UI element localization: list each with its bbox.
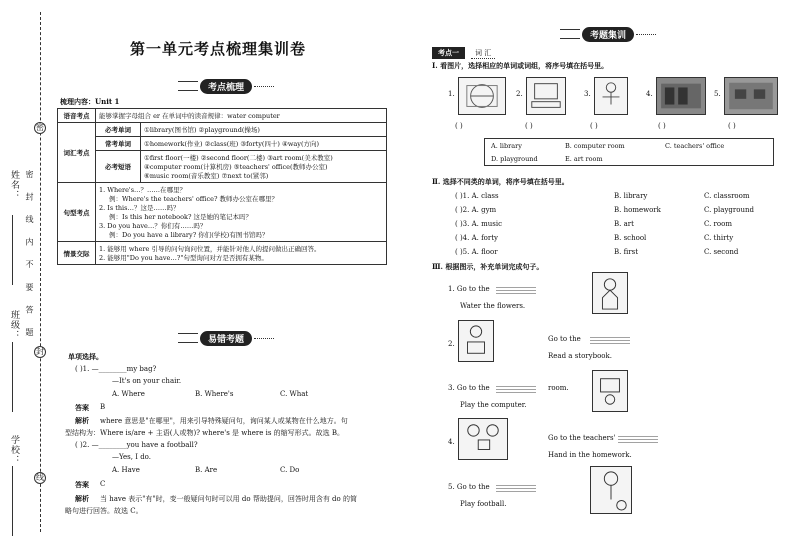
- picture-library: [656, 77, 706, 115]
- explain-1-label: 解析: [75, 416, 89, 425]
- fill-4-prompt: Go to the teachers': [548, 434, 616, 442]
- phrase-line-3: ⑥music room(音乐教室) ⑦next to(紧邻): [144, 172, 269, 180]
- section-1-heading: Ⅰ. 看图片，选择相应的单词或词组，将序号填在括号里。: [432, 61, 609, 70]
- odd-q4-c: C. thirty: [704, 234, 734, 242]
- fill-3-prompt: 3. Go to the: [448, 384, 490, 392]
- kaodian-one-name: 词 汇: [471, 48, 495, 59]
- seal-circle-1: 密: [36, 123, 44, 132]
- seal-line: [40, 12, 41, 532]
- odd-q4-b: B. school: [614, 234, 647, 242]
- banner-dots: [254, 338, 274, 339]
- phrase-line-2: ④computer room(计算机房) ⑤teachers' office(教师办公室): [144, 163, 328, 171]
- picture-reading: [458, 320, 494, 362]
- sentence-1: 1. Where's…？……在哪里？: [99, 186, 187, 194]
- q2-response: —Yes, I do.: [112, 453, 151, 461]
- odd-q3-b: B. art: [614, 220, 634, 228]
- kaodian-one-tag: 考点一: [432, 47, 465, 59]
- answer-paren-5[interactable]: ( ): [728, 122, 736, 130]
- q1-option-a: A. Where: [112, 390, 145, 398]
- row-phonics-value: 能够掌握字母组合 er 在单词中的读音规律：water computer: [96, 109, 387, 123]
- fill-4-blank[interactable]: [618, 429, 658, 448]
- page-title: 第一单元考点梳理集训卷: [130, 40, 307, 58]
- fill-2-hint: Read a storybook.: [548, 352, 612, 360]
- section-2-heading: Ⅱ. 选择不同类的单词，将序号填在括号里。: [432, 177, 569, 186]
- name-label: 姓名：: [9, 170, 19, 200]
- answer-1-label: 答案: [75, 403, 89, 412]
- vocab-common-value: ①homework(作业) ②class(班) ③forty(四十) ④way(方向): [141, 137, 387, 151]
- answer-2: C: [100, 480, 106, 488]
- option-e: E. art room: [565, 155, 603, 163]
- answer-2-label: 答案: [75, 480, 89, 489]
- name-blank: [12, 215, 13, 285]
- sentence-3: 3. Do you have…？你们有……吗？: [99, 222, 207, 230]
- odd-q2-a: ( )2. A. gym: [455, 206, 497, 214]
- pic-num-3: 3.: [584, 90, 591, 98]
- row-sentence-value: [96, 183, 387, 242]
- fill-2-number: 2.: [448, 340, 455, 348]
- banner-arrow: [178, 333, 198, 343]
- seal-warning: 密 封 线 内 不 要 答 题: [25, 170, 34, 342]
- sentence-3-example: 例：Do you have a library? 你们(学校)有图书馆吗？: [109, 231, 269, 239]
- option-d: D. playground: [491, 155, 538, 163]
- q1-stem: ( )1. —________my bag?: [75, 365, 157, 373]
- four-line-grid: [590, 336, 630, 345]
- picture-homework: [458, 418, 508, 460]
- school-blank: [12, 466, 13, 536]
- row-sentence-head: 句型考点: [58, 183, 96, 242]
- row-phonics-head: 语音考点: [58, 109, 96, 123]
- phrase-line-1: ①first floor(一楼) ②second floor(二楼) ③art room(美术教室): [144, 154, 333, 162]
- pic-num-2: 2.: [516, 90, 523, 98]
- picture-watering: [592, 272, 628, 314]
- banner-yicuo: [178, 330, 274, 346]
- q2-option-c: C. Do: [280, 466, 300, 474]
- fill-3-hint: Play the computer.: [460, 401, 527, 409]
- row-dialog-head: 情景交际: [58, 242, 96, 265]
- option-c: C. teachers' office: [665, 142, 725, 150]
- odd-q2-c: C. playground: [704, 206, 754, 214]
- seal-circle-3: 线: [36, 473, 44, 482]
- odd-q1-a: ( )1. A. class: [455, 192, 499, 200]
- class-label: 班级：: [9, 310, 19, 340]
- school-label: 学校：: [9, 435, 19, 465]
- q1-option-b: B. Where's: [195, 390, 234, 398]
- knowledge-table: [57, 108, 387, 265]
- fill-3-blank[interactable]: [496, 379, 536, 398]
- odd-q5-c: C. second: [704, 248, 739, 256]
- section-3-heading: Ⅲ. 根据图示，补充单词完成句子。: [432, 262, 544, 271]
- answer-paren-3[interactable]: ( ): [590, 122, 598, 130]
- odd-q4-a: ( )4. A. forty: [455, 234, 499, 242]
- banner-kaodian-label: 考点梳理: [200, 79, 252, 94]
- four-line-grid: [496, 385, 536, 394]
- pic-num-4: 4.: [646, 90, 653, 98]
- odd-q3-c: C. room: [704, 220, 732, 228]
- odd-q1-c: C. classroom: [704, 192, 750, 200]
- vocab-phrase-value: [141, 151, 387, 183]
- option-a: A. library: [491, 142, 522, 150]
- dialog-2: 2. 能够用"Do you have…?"句型询问对方是否拥有某物。: [99, 254, 268, 262]
- banner-kaoti: [560, 26, 656, 42]
- vocab-must-value: ①library(图书馆) ②playground(操场): [141, 123, 387, 137]
- picture-computer: [526, 77, 566, 115]
- banner-kaoti-label: 考题集训: [582, 27, 634, 42]
- fill-5-prompt: 5. Go to the: [448, 483, 490, 491]
- four-line-grid: [496, 286, 536, 295]
- answer-1: B: [100, 403, 106, 411]
- fill-5-hint: Play football.: [460, 500, 507, 508]
- odd-q2-b: B. homework: [614, 206, 661, 214]
- row-vocab-head: 词汇考点: [58, 123, 96, 183]
- fill-1-hint: Water the flowers.: [460, 302, 526, 310]
- pic-num-1: 1.: [448, 90, 455, 98]
- fill-5-blank[interactable]: [496, 478, 536, 497]
- binding-margin: [0, 0, 50, 544]
- fill-3-suffix: room.: [548, 384, 569, 392]
- banner-dots: [254, 86, 274, 87]
- fill-1-blank[interactable]: [496, 280, 536, 299]
- odd-q1-b: B. library: [614, 192, 648, 200]
- explain-1-line-1: where 意思是"在哪里"，用来引导特殊疑问句，询问某人或某物在什么地方。句: [100, 417, 348, 425]
- picture-teacher: [594, 77, 628, 115]
- pic-num-5: 5.: [714, 90, 721, 98]
- row-dialog-value: [96, 242, 387, 265]
- picture-football: [590, 466, 632, 514]
- odd-q3-a: ( )3. A. music: [455, 220, 502, 228]
- answer-paren-2[interactable]: ( ): [525, 122, 533, 130]
- vocab-phrase-head: 必考短语: [96, 151, 141, 183]
- fill-4-number: 4.: [448, 438, 455, 446]
- answer-paren-1[interactable]: ( ): [455, 122, 463, 130]
- picture-playground: [458, 77, 506, 115]
- answer-paren-4[interactable]: ( ): [658, 122, 666, 130]
- banner-arrow: [178, 81, 198, 91]
- banner-dots: [636, 34, 656, 35]
- picture-art-room: [724, 77, 778, 115]
- sentence-1-example: 例：Where's the teachers' office? 教师办公室在哪里？: [109, 195, 279, 203]
- dialog-1: 1. 能够用 where 引导的问句询问位置，并能针对他人的提问做出正确回答。: [99, 245, 321, 253]
- explain-2-label: 解析: [75, 494, 89, 503]
- banner-yicuo-label: 易错考题: [200, 331, 252, 346]
- vocab-must-head: 必考单词: [96, 123, 141, 137]
- q1-option-c: C. What: [280, 390, 309, 398]
- explain-1-line-2: 型结构为：Where is/are + 主语(人或物)? where's 是 where is 的缩写形式。故选 B。: [65, 429, 345, 437]
- sentence-2: 2. Is this…？这是……吗？: [99, 204, 180, 212]
- q2-stem: ( )2. —________you have a football?: [75, 441, 198, 449]
- fill-2-blank[interactable]: [590, 330, 630, 349]
- fill-2-prompt: Go to the: [548, 335, 581, 343]
- picture-computer-play: [592, 370, 628, 412]
- explain-2-line-2: 略句进行回答。故选 C。: [65, 507, 143, 515]
- odd-q5-b: B. first: [614, 248, 639, 256]
- single-choice-heading: 单项选择。: [68, 352, 103, 361]
- seal-circle-2: 封: [36, 347, 44, 356]
- odd-q5-a: ( )5. A. floor: [455, 248, 498, 256]
- q2-option-b: B. Are: [195, 466, 218, 474]
- explain-2-line-1: 当 have 表示"有"时，变一般疑问句时可以用 do 帮助提问，回答时用含有 do 的简: [100, 495, 357, 503]
- option-b: B. computer room: [565, 142, 625, 150]
- q2-option-a: A. Have: [112, 466, 140, 474]
- sentence-2-example: 例：Is this her notebook? 这是她的笔记本吗？: [109, 213, 252, 221]
- fill-4-hint: Hand in the homework.: [548, 451, 632, 459]
- content-label: 梳理内容：Unit 1: [60, 97, 120, 106]
- class-blank: [12, 342, 13, 412]
- word-options-box: [484, 138, 774, 166]
- q1-response: —It's on your chair.: [112, 377, 182, 385]
- four-line-grid: [496, 484, 536, 493]
- fill-1-prompt: 1. Go to the: [448, 285, 490, 293]
- banner-kaodian: [178, 78, 274, 94]
- kaodian-one-header: [432, 47, 495, 59]
- banner-arrow: [560, 29, 580, 39]
- vocab-common-head: 常考单词: [96, 137, 141, 151]
- four-line-grid: [618, 435, 658, 444]
